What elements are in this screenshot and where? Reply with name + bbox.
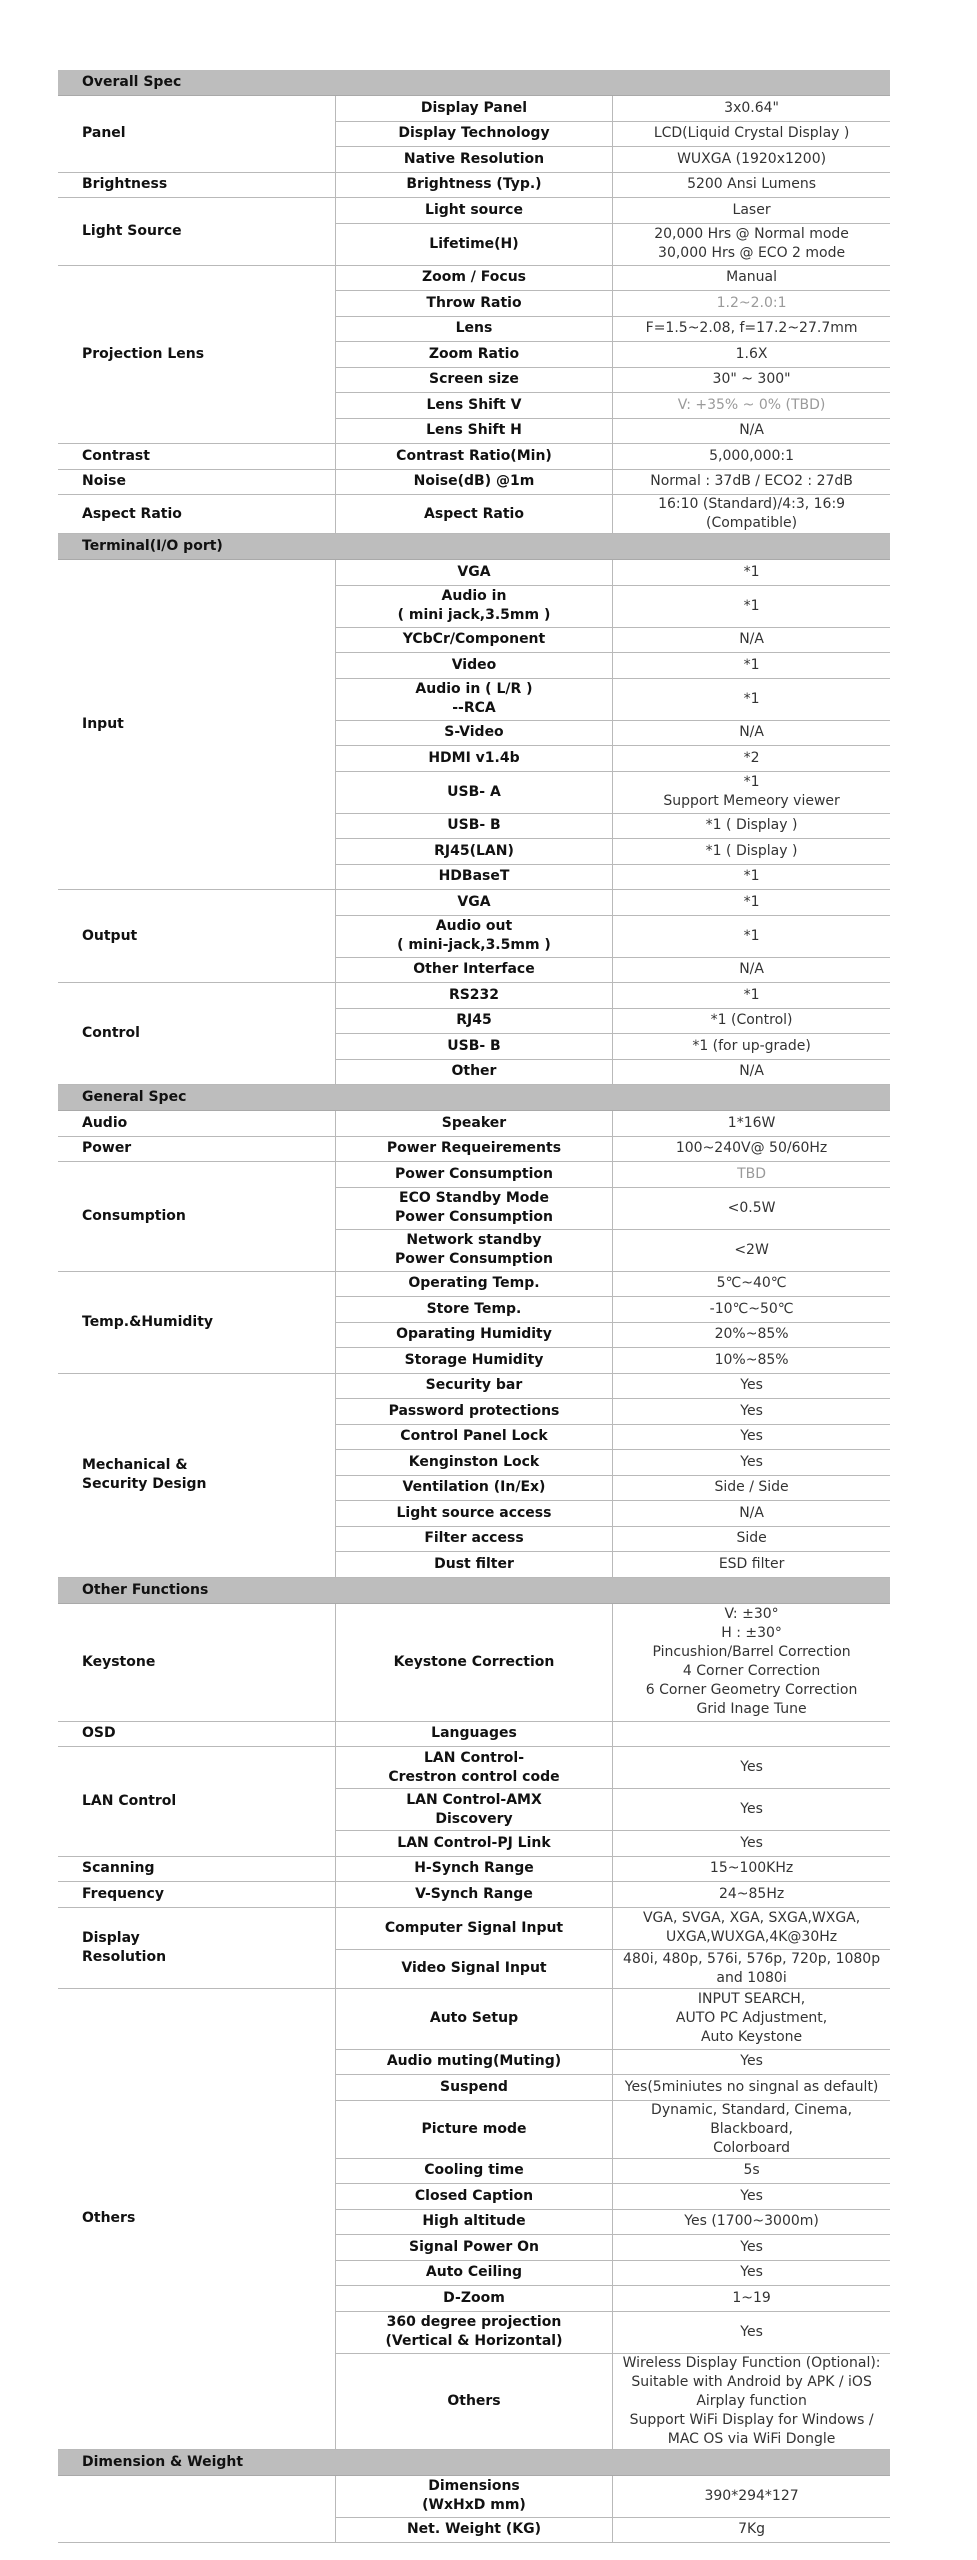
group-label: Audio: [58, 1111, 335, 1137]
spec-item: Dust filter: [335, 1552, 612, 1578]
spec-row: [58, 1373, 890, 1399]
spec-item: Password protections: [335, 1399, 612, 1425]
spec-item: S-Video: [335, 720, 612, 746]
spec-item: HDMI v1.4b: [335, 746, 612, 772]
spec-value: 1.2~2.0:1: [613, 291, 890, 317]
group-label: Mechanical & Security Design: [58, 1373, 335, 1577]
spec-value: 1~19: [613, 2286, 890, 2312]
spec-item: Display Panel: [335, 96, 612, 122]
spec-row: [58, 2475, 890, 2517]
spec-value: *1: [613, 678, 890, 720]
spec-row: [58, 495, 890, 534]
section-title: Other Functions: [58, 1577, 890, 1603]
group-label: Frequency: [58, 1882, 335, 1908]
spec-value: 24~85Hz: [613, 1882, 890, 1908]
spec-value: *1: [613, 585, 890, 627]
spec-item: USB- B: [335, 1034, 612, 1060]
spec-item: Control Panel Lock: [335, 1424, 612, 1450]
spec-value: *1 Support Memeory viewer: [613, 771, 890, 813]
group-label: Power: [58, 1136, 335, 1162]
spec-item: Auto Setup: [335, 1988, 612, 2049]
spec-item: Store Temp.: [335, 1297, 612, 1323]
spec-item: 360 degree projection (Vertical & Horizontal): [335, 2311, 612, 2353]
spec-value: LCD(Liquid Crystal Display ): [613, 121, 890, 147]
spec-row: [58, 444, 890, 470]
spec-value: N/A: [613, 720, 890, 746]
spec-value: 5s: [613, 2158, 890, 2184]
spec-item: Video Signal Input: [335, 1949, 612, 1988]
spec-value: N/A: [613, 418, 890, 444]
spec-item: ECO Standby Mode Power Consumption: [335, 1187, 612, 1229]
spec-item: Computer Signal Input: [335, 1907, 612, 1949]
spec-row: [58, 172, 890, 198]
spec-row: [58, 469, 890, 495]
spec-value: Side: [613, 1526, 890, 1552]
group-label: [58, 2475, 335, 2543]
section-header: [58, 534, 890, 560]
spec-item: Display Technology: [335, 121, 612, 147]
spec-item: Signal Power On: [335, 2235, 612, 2261]
spec-value: 5℃~40℃: [613, 1271, 890, 1297]
spec-item: Power Consumption: [335, 1162, 612, 1188]
spec-value: 10%~85%: [613, 1348, 890, 1374]
spec-item: Keystone Correction: [335, 1603, 612, 1721]
spec-value: 20,000 Hrs @ Normal mode 30,000 Hrs @ ECO 2 mode: [613, 223, 890, 265]
spec-item: USB- A: [335, 771, 612, 813]
spec-value: Yes: [613, 1789, 890, 1831]
spec-item: LAN Control-PJ Link: [335, 1831, 612, 1857]
spec-item: USB- B: [335, 813, 612, 839]
spec-item: Closed Caption: [335, 2184, 612, 2210]
spec-item: Speaker: [335, 1111, 612, 1137]
spec-value: Yes: [613, 1424, 890, 1450]
spec-item: Aspect Ratio: [335, 495, 612, 534]
spec-item: Cooling time: [335, 2158, 612, 2184]
spec-row: [58, 890, 890, 916]
spec-value: Normal : 37dB / ECO2 : 27dB: [613, 469, 890, 495]
spec-item: Operating Temp.: [335, 1271, 612, 1297]
spec-row: [58, 1136, 890, 1162]
group-label: Control: [58, 983, 335, 1085]
spec-value: V: +35% ~ 0% (TBD): [613, 393, 890, 419]
spec-item: Other: [335, 1059, 612, 1085]
group-label: Consumption: [58, 1162, 335, 1272]
spec-value: F=1.5~2.08, f=17.2~27.7mm: [613, 316, 890, 342]
spec-item: Contrast Ratio(Min): [335, 444, 612, 470]
spec-item: LAN Control- Crestron control code: [335, 1747, 612, 1789]
spec-row: [58, 983, 890, 1009]
spec-item: Lens Shift V: [335, 393, 612, 419]
section-title: Terminal(I/O port): [58, 534, 890, 560]
spec-item: Suspend: [335, 2075, 612, 2101]
spec-value: 15~100KHz: [613, 1856, 890, 1882]
spec-value: <2W: [613, 1229, 890, 1271]
spec-value: 390*294*127: [613, 2475, 890, 2517]
spec-value: *1 ( Display ): [613, 813, 890, 839]
group-label: Noise: [58, 469, 335, 495]
spec-value: Yes(5miniutes no singnal as default): [613, 2075, 890, 2101]
spec-value: *1: [613, 653, 890, 679]
spec-value: *1 (Control): [613, 1008, 890, 1034]
spec-row: [58, 1856, 890, 1882]
spec-value: 1.6X: [613, 342, 890, 368]
spec-item: Languages: [335, 1721, 612, 1747]
spec-item: Audio in ( mini jack,3.5mm ): [335, 585, 612, 627]
spec-item: Video: [335, 653, 612, 679]
spec-item: RJ45: [335, 1008, 612, 1034]
spec-item: VGA: [335, 560, 612, 586]
spec-item: Storage Humidity: [335, 1348, 612, 1374]
spec-value: *1: [613, 864, 890, 890]
spec-value: 7Kg: [613, 2517, 890, 2543]
spec-item: RS232: [335, 983, 612, 1009]
spec-value: Yes: [613, 2049, 890, 2075]
spec-value: Yes: [613, 2311, 890, 2353]
spec-item: Auto Ceiling: [335, 2260, 612, 2286]
group-label: Aspect Ratio: [58, 495, 335, 534]
group-label: Panel: [58, 96, 335, 173]
spec-row: [58, 96, 890, 122]
spec-item: D-Zoom: [335, 2286, 612, 2312]
spec-value: 480i, 480p, 576i, 576p, 720p, 1080p and 1080i: [613, 1949, 890, 1988]
spec-item: LAN Control-AMX Discovery: [335, 1789, 612, 1831]
spec-item: Brightness (Typ.): [335, 172, 612, 198]
spec-value: Dynamic, Standard, Cinema, Blackboard, Colorboard: [613, 2100, 890, 2158]
spec-item: Other Interface: [335, 957, 612, 983]
spec-value: 5,000,000:1: [613, 444, 890, 470]
spec-item: Native Resolution: [335, 147, 612, 173]
group-label: Others: [58, 1988, 335, 2449]
spec-item: Light source access: [335, 1501, 612, 1527]
spec-value: 30" ~ 300": [613, 367, 890, 393]
spec-value: ESD filter: [613, 1552, 890, 1578]
spec-value: WUXGA (1920x1200): [613, 147, 890, 173]
group-label: Output: [58, 890, 335, 983]
spec-value: 100~240V@ 50/60Hz: [613, 1136, 890, 1162]
spec-value: INPUT SEARCH, AUTO PC Adjustment, Auto Keystone: [613, 1988, 890, 2049]
spec-value: TBD: [613, 1162, 890, 1188]
spec-value: Laser: [613, 198, 890, 224]
spec-item: V-Synch Range: [335, 1882, 612, 1908]
spec-row: [58, 265, 890, 291]
spec-item: Audio out ( mini-jack,3.5mm ): [335, 915, 612, 957]
spec-value: Wireless Display Function (Optional): Suitable with Android by APK / iOS Airplay function Support WiFi Display for Windows / MAC OS via WiFi Dongle: [613, 2353, 890, 2449]
group-label: Input: [58, 560, 335, 890]
spec-value: Manual: [613, 265, 890, 291]
spec-value: <0.5W: [613, 1187, 890, 1229]
spec-item: Dimensions (WxHxD mm): [335, 2475, 612, 2517]
spec-item: Kenginston Lock: [335, 1450, 612, 1476]
spec-table: [58, 70, 890, 2543]
spec-row: [58, 1988, 890, 2049]
spec-value: Side / Side: [613, 1475, 890, 1501]
spec-row: [58, 198, 890, 224]
spec-item: Throw Ratio: [335, 291, 612, 317]
spec-value: Yes: [613, 2184, 890, 2210]
spec-value: N/A: [613, 1501, 890, 1527]
spec-value: V: ±30° H : ±30° Pincushion/Barrel Correction 4 Corner Correction 6 Corner Geometry Correction Grid Inage Tune: [613, 1603, 890, 1721]
spec-item: Lens Shift H: [335, 418, 612, 444]
spec-value: Yes: [613, 1399, 890, 1425]
spec-item: VGA: [335, 890, 612, 916]
section-title: Overall Spec: [58, 70, 890, 96]
spec-table-body: [58, 70, 890, 2543]
spec-item: High altitude: [335, 2209, 612, 2235]
spec-item: Net. Weight (KG): [335, 2517, 612, 2543]
spec-item: Power Requeirements: [335, 1136, 612, 1162]
group-label: Projection Lens: [58, 265, 335, 444]
section-header: [58, 1085, 890, 1111]
spec-item: Screen size: [335, 367, 612, 393]
spec-row: [58, 1111, 890, 1137]
spec-item: Filter access: [335, 1526, 612, 1552]
spec-row: [58, 1907, 890, 1949]
spec-item: Security bar: [335, 1373, 612, 1399]
group-label: Display Resolution: [58, 1907, 335, 1988]
section-header: [58, 1577, 890, 1603]
spec-value: 3x0.64": [613, 96, 890, 122]
spec-item: Zoom / Focus: [335, 265, 612, 291]
spec-item: Picture mode: [335, 2100, 612, 2158]
spec-value: Yes: [613, 2235, 890, 2261]
spec-item: Ventilation (In/Ex): [335, 1475, 612, 1501]
spec-value: N/A: [613, 627, 890, 653]
group-label: Keystone: [58, 1603, 335, 1721]
spec-item: Noise(dB) @1m: [335, 469, 612, 495]
group-label: Light Source: [58, 198, 335, 266]
spec-item: HDBaseT: [335, 864, 612, 890]
spec-item: H-Synch Range: [335, 1856, 612, 1882]
section-header: [58, 70, 890, 96]
group-label: Scanning: [58, 1856, 335, 1882]
spec-row: [58, 1721, 890, 1747]
spec-value: -10℃~50℃: [613, 1297, 890, 1323]
section-title: General Spec: [58, 1085, 890, 1111]
spec-value: N/A: [613, 1059, 890, 1085]
spec-row: [58, 1271, 890, 1297]
spec-value: Yes: [613, 1747, 890, 1789]
spec-sheet: [58, 70, 890, 2543]
spec-value: N/A: [613, 957, 890, 983]
group-label: OSD: [58, 1721, 335, 1747]
spec-value: Yes: [613, 1450, 890, 1476]
spec-value: Yes (1700~3000m): [613, 2209, 890, 2235]
spec-value: *1: [613, 560, 890, 586]
spec-item: Zoom Ratio: [335, 342, 612, 368]
spec-value: Yes: [613, 2260, 890, 2286]
spec-value: *1: [613, 915, 890, 957]
spec-value: 16:10 (Standard)/4:3, 16:9 (Compatible): [613, 495, 890, 534]
spec-item: Audio in ( L/R ) --RCA: [335, 678, 612, 720]
group-label: Contrast: [58, 444, 335, 470]
spec-value: VGA, SVGA, XGA, SXGA,WXGA, UXGA,WUXGA,4K@30Hz: [613, 1907, 890, 1949]
section-title: Dimension & Weight: [58, 2449, 890, 2475]
spec-item: Audio muting(Muting): [335, 2049, 612, 2075]
spec-value: *2: [613, 746, 890, 772]
spec-item: Others: [335, 2353, 612, 2449]
spec-row: [58, 560, 890, 586]
spec-value: Yes: [613, 1373, 890, 1399]
spec-value: Yes: [613, 1831, 890, 1857]
group-label: LAN Control: [58, 1747, 335, 1857]
group-label: Temp.&Humidity: [58, 1271, 335, 1373]
spec-value: 1*16W: [613, 1111, 890, 1137]
spec-item: RJ45(LAN): [335, 839, 612, 865]
spec-item: Oparating Humidity: [335, 1322, 612, 1348]
spec-item: Lens: [335, 316, 612, 342]
spec-value: 5200 Ansi Lumens: [613, 172, 890, 198]
spec-row: [58, 1603, 890, 1721]
spec-value: 20%~85%: [613, 1322, 890, 1348]
spec-value: *1 ( Display ): [613, 839, 890, 865]
spec-value: *1: [613, 983, 890, 1009]
spec-item: Light source: [335, 198, 612, 224]
section-header: [58, 2449, 890, 2475]
spec-item: YCbCr/Component: [335, 627, 612, 653]
spec-value: *1 (for up-grade): [613, 1034, 890, 1060]
spec-row: [58, 1882, 890, 1908]
spec-row: [58, 1162, 890, 1188]
spec-value: [613, 1721, 890, 1747]
spec-item: Network standby Power Consumption: [335, 1229, 612, 1271]
spec-value: *1: [613, 890, 890, 916]
spec-item: Lifetime(H): [335, 223, 612, 265]
group-label: Brightness: [58, 172, 335, 198]
spec-row: [58, 1747, 890, 1789]
